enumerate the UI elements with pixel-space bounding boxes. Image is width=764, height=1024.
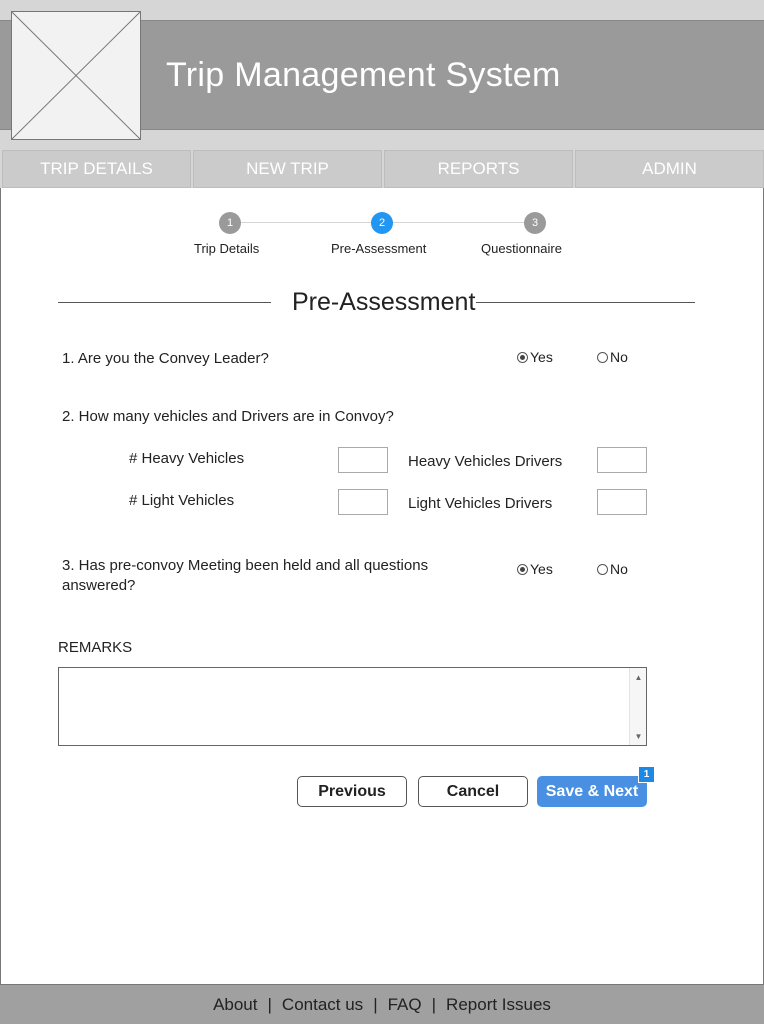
step-3-indicator[interactable]: 3 [524, 212, 546, 234]
radio-checked-icon [517, 564, 528, 575]
q1-yes-label: Yes [530, 349, 553, 365]
nav-item-reports[interactable]: REPORTS [384, 150, 573, 188]
scroll-down-icon[interactable]: ▼ [634, 731, 643, 741]
question-2-text: 2. How many vehicles and Drivers are in Convoy? [62, 408, 394, 425]
radio-unchecked-icon [597, 352, 608, 363]
q3-yes-radio[interactable] [517, 561, 553, 577]
footer-separator: | [373, 994, 378, 1014]
remarks-container [58, 667, 647, 746]
question-1-text: 1. Are you the Convey Leader? [62, 350, 269, 367]
scroll-up-icon[interactable]: ▲ [634, 672, 643, 682]
nav-item-trip-details[interactable]: TRIP DETAILS [2, 150, 191, 188]
nav-item-new-trip[interactable]: NEW TRIP [193, 150, 382, 188]
footer-report-link[interactable]: Report Issues [446, 994, 551, 1014]
q1-no-label: No [610, 349, 628, 365]
step-1-indicator[interactable]: 1 [219, 212, 241, 234]
heavy-drivers-label: Heavy Vehicles Drivers [408, 453, 563, 470]
q3-no-label: No [610, 561, 628, 577]
footer-about-link[interactable]: About [213, 994, 258, 1014]
question-3-text-line2: answered? [62, 577, 136, 594]
q3-no-radio[interactable] [597, 561, 628, 577]
title-divider-left [58, 302, 271, 303]
heavy-vehicles-label: # Heavy Vehicles [129, 450, 245, 467]
cancel-button[interactable]: Cancel [418, 776, 528, 807]
frame-border-left [0, 188, 1, 984]
stepper-connector [393, 222, 524, 223]
light-vehicles-label: # Light Vehicles [129, 492, 235, 509]
title-divider-right [476, 302, 695, 303]
light-drivers-label: Light Vehicles Drivers [408, 495, 553, 512]
remarks-label: REMARKS [58, 639, 133, 656]
remarks-scrollbar[interactable] [629, 668, 646, 745]
step-3-label: Questionnaire [481, 241, 562, 256]
q1-yes-radio[interactable] [517, 349, 553, 365]
footer-faq-link[interactable]: FAQ [387, 994, 422, 1014]
step-1-label: Trip Details [194, 241, 260, 256]
light-drivers-input[interactable] [597, 489, 647, 515]
radio-unchecked-icon [597, 564, 608, 575]
footer-separator: | [267, 994, 272, 1014]
remarks-textarea[interactable] [59, 668, 629, 744]
heavy-vehicles-input[interactable] [338, 447, 388, 473]
save-next-button[interactable]: Save & Next [537, 776, 647, 807]
heavy-drivers-input[interactable] [597, 447, 647, 473]
image-placeholder-icon [11, 11, 141, 140]
footer-contact-link[interactable]: Contact us [281, 994, 364, 1014]
q1-no-radio[interactable] [597, 349, 628, 365]
previous-button[interactable]: Previous [297, 776, 407, 807]
step-2-indicator[interactable]: 2 [371, 212, 393, 234]
footer-separator: | [431, 994, 437, 1014]
step-2-label: Pre-Assessment [331, 241, 427, 256]
main-nav [0, 150, 764, 188]
light-vehicles-input[interactable] [338, 489, 388, 515]
nav-item-admin[interactable]: ADMIN [575, 150, 764, 188]
radio-checked-icon [517, 352, 528, 363]
stepper-connector [241, 222, 371, 223]
q3-yes-label: Yes [530, 561, 553, 577]
app-title: Trip Management System [166, 56, 561, 94]
notification-badge: 1 [638, 766, 655, 783]
section-title: Pre-Assessment [292, 288, 476, 316]
footer [0, 984, 764, 1024]
question-3-text-line1: 3. Has pre-convoy Meeting been held and all questions [62, 557, 429, 574]
